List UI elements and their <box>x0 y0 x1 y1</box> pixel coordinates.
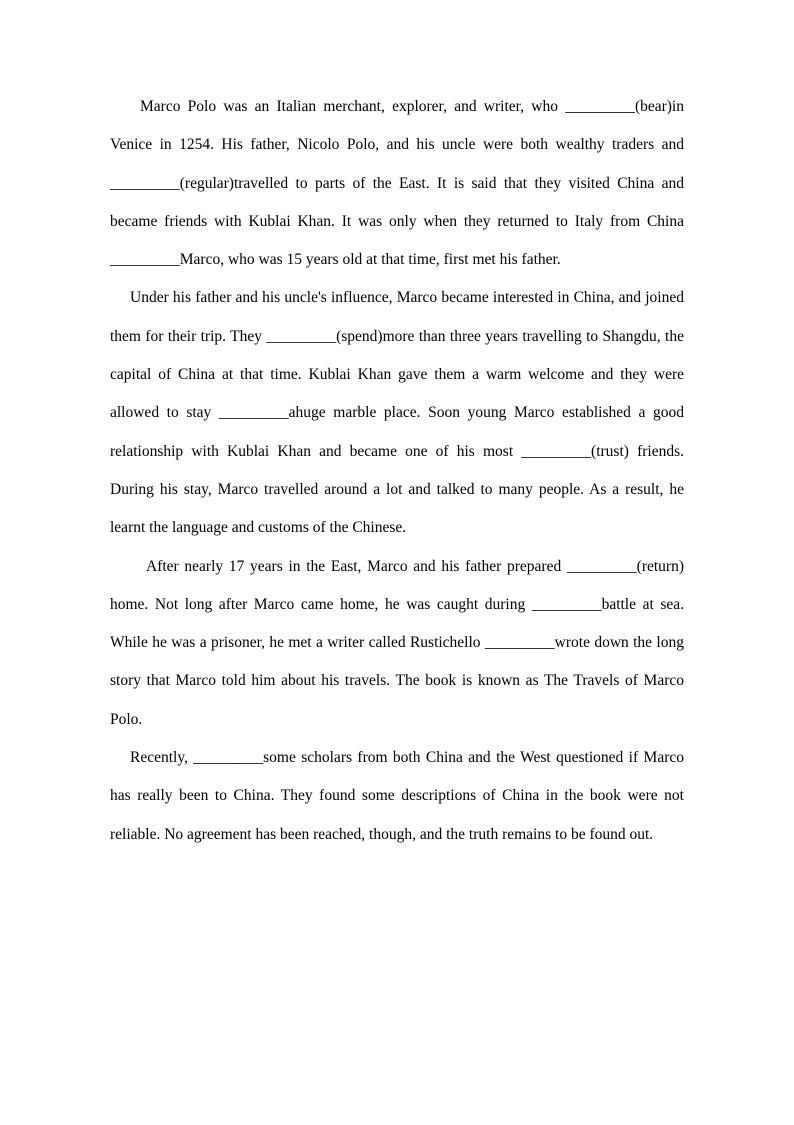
paragraph-4: Recently, _________some scholars from both China and the West questioned if Marco has really been to China. They found some descriptions of China in the book were not reliable. No agreement has been reached, though, and the truth remains to be found out. <box>110 749 684 843</box>
document-page <box>110 88 684 854</box>
paragraph-1: Marco Polo was an Italian merchant, explorer, and writer, who _________(bear)in Venice in 1254. His father, Nicolo Polo, and his uncle were both wealthy traders and _________(regular)travelled to parts of the East. It is said that they visited China and became friends with Kublai Khan. It was only when they returned to Italy from China _________Marco, who was 15 years old at that time, first met his father. <box>110 98 684 269</box>
paragraph-2: Under his father and his uncle's influence, Marco became interested in China, and joined them for their trip. They _________(spend)more than three years travelling to Shangdu, the capital of China at that time. Kublai Khan gave them a warm welcome and they were allowed to stay _________ahuge marble place. Soon young Marco established a good relationship with Kublai Khan and became one of his most _________(trust) friends. During his stay, Marco travelled around a lot and talked to many people. As a result, he learnt the language and customs of the Chinese. <box>110 289 684 537</box>
paragraph-3: After nearly 17 years in the East, Marco and his father prepared _________(return) home. Not long after Marco came home, he was caught during _________battle at sea. While he was a prisoner, he met a writer called Rustichello _________wrote down the long story that Marco told him about his travels. The book is known as The Travels of Marco Polo. <box>110 557 684 728</box>
